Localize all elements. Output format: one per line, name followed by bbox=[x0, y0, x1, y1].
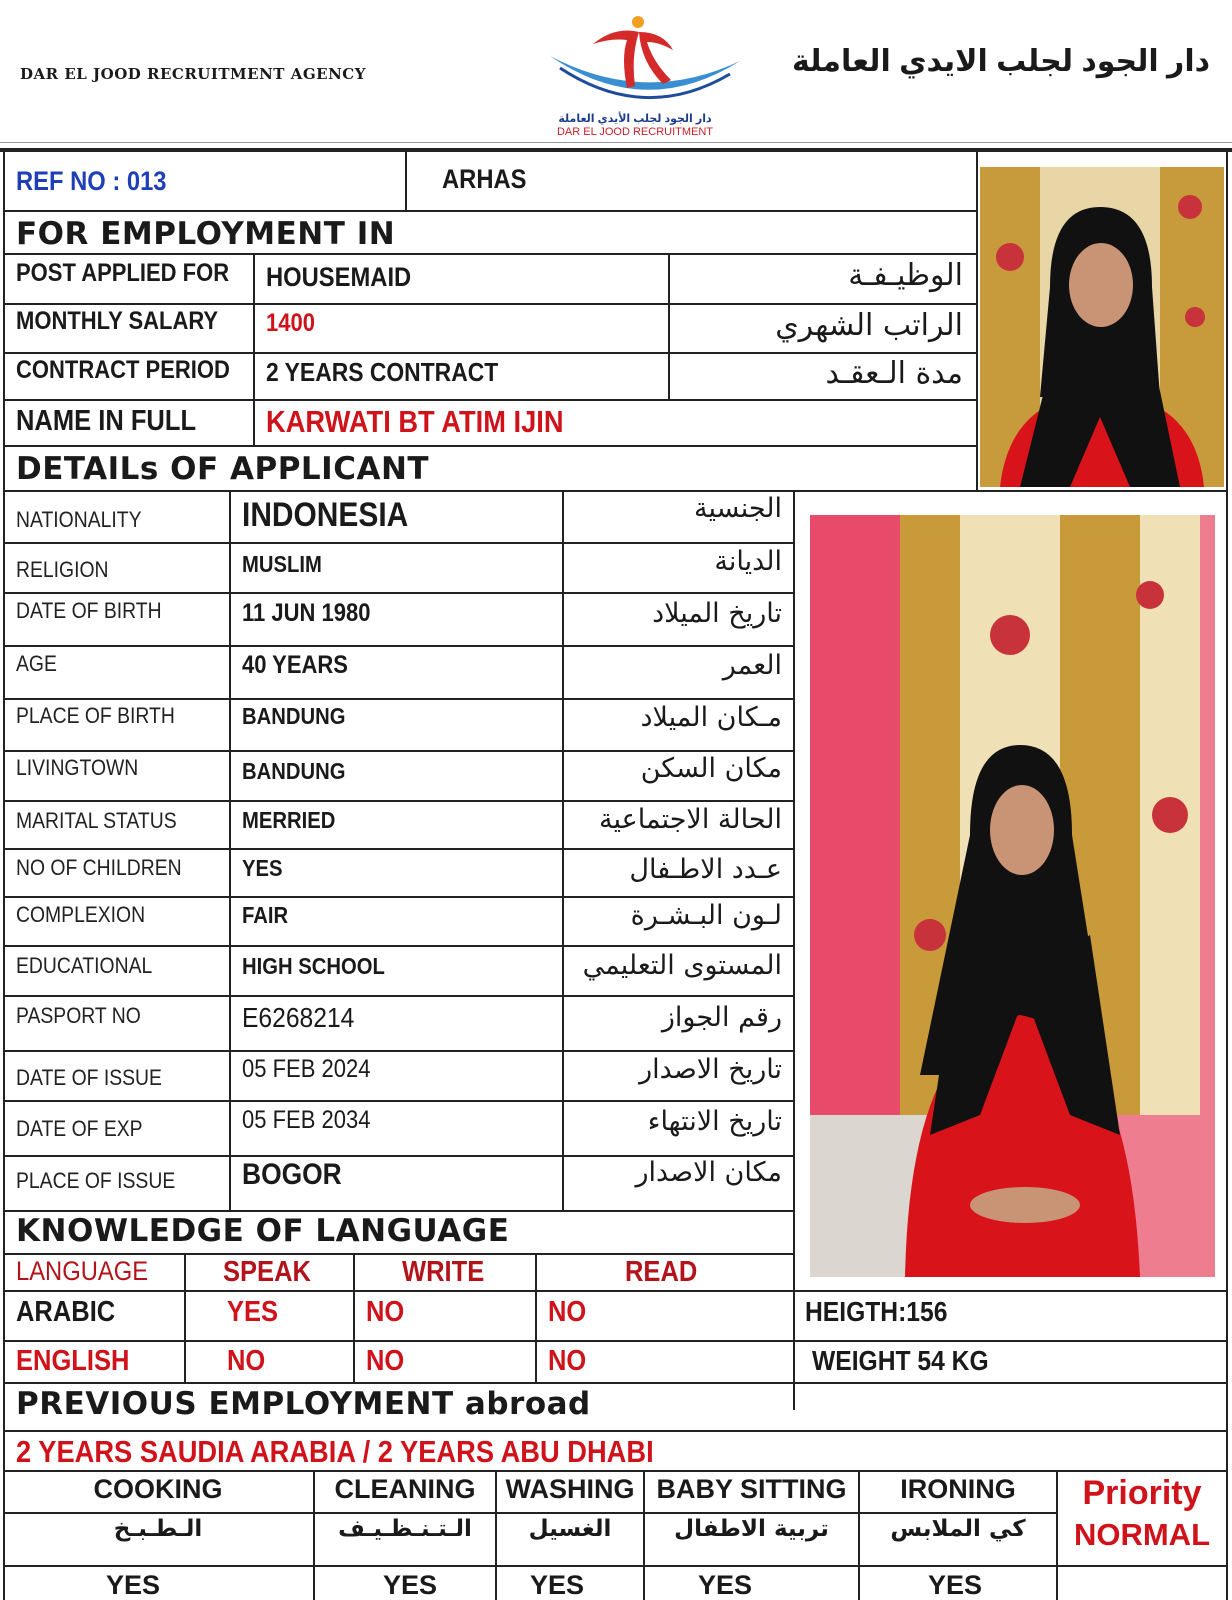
lang-header-language: LANGUAGE bbox=[16, 1256, 149, 1286]
contract-label-ar: مدة الـعقـد bbox=[825, 356, 963, 391]
logo-caption-ar: دار الجود لجلب الأيدي العاملة bbox=[558, 113, 712, 125]
detail-label: DATE OF BIRTH bbox=[16, 598, 162, 623]
applicant-photo-small bbox=[980, 167, 1224, 487]
detail-label-ar: الديانة bbox=[714, 546, 782, 577]
language-title: KNOWLEDGE OF LANGUAGE bbox=[16, 1213, 510, 1249]
skill-cooking: COOKING bbox=[93, 1474, 223, 1504]
salary-value: 1400 bbox=[266, 309, 315, 337]
skill-baby-sitting: BABY SITTING bbox=[656, 1474, 847, 1504]
previous-employment-value: 2 YEARS SAUDIA ARABIA / 2 YEARS ABU DHABI bbox=[16, 1434, 654, 1469]
detail-label: EDUCATIONAL bbox=[16, 953, 153, 978]
detail-label: NO OF CHILDREN bbox=[16, 855, 182, 880]
lang-english-read: NO bbox=[548, 1345, 587, 1377]
detail-label: DATE OF ISSUE bbox=[16, 1065, 162, 1090]
detail-value: INDONESIA bbox=[242, 496, 409, 534]
detail-label-ar: المستوى التعليمي bbox=[582, 950, 782, 981]
detail-value: 40 YEARS bbox=[242, 651, 348, 679]
skill-baby-sitting-value: YES bbox=[697, 1570, 753, 1600]
contract-label: CONTRACT PERIOD bbox=[16, 356, 230, 384]
detail-label-ar: مـكان الميلاد bbox=[640, 702, 782, 733]
lang-arabic: ARABIC bbox=[16, 1296, 116, 1328]
detail-label-ar: الحالة الاجتماعية bbox=[599, 804, 782, 835]
detail-label: AGE bbox=[16, 651, 57, 676]
for-employment-title: FOR EMPLOYMENT IN bbox=[16, 216, 396, 252]
lang-header-read: READ bbox=[625, 1256, 698, 1288]
detail-label-ar: تاريخ الاصدار bbox=[639, 1054, 782, 1085]
lang-header-write: WRITE bbox=[402, 1256, 485, 1288]
post-label-ar: الوظيـفـة bbox=[848, 258, 963, 293]
skill-ironing-ar: كي الملابس bbox=[890, 1516, 1026, 1542]
detail-value: BANDUNG bbox=[242, 758, 346, 784]
lang-english-speak: NO bbox=[227, 1345, 266, 1377]
agency-name-ar: دار الجود لجلب الايدي العاملة bbox=[791, 45, 1210, 78]
skill-washing-ar: الغسيل bbox=[528, 1516, 612, 1542]
skill-washing-value: YES bbox=[529, 1570, 585, 1600]
detail-label: PASPORT NO bbox=[16, 1003, 141, 1028]
detail-value: E6268214 bbox=[242, 1002, 355, 1033]
name-value: KARWATI BT ATIM IJIN bbox=[266, 404, 564, 439]
skill-washing: WASHING bbox=[505, 1474, 635, 1504]
contract-value: 2 YEARS CONTRACT bbox=[266, 357, 499, 387]
lang-english-write: NO bbox=[366, 1345, 405, 1377]
skill-cooking-value: YES bbox=[105, 1570, 161, 1600]
ref-number: REF NO : 013 bbox=[16, 166, 167, 196]
detail-value: FAIR bbox=[242, 902, 289, 928]
lang-header-speak: SPEAK bbox=[223, 1256, 311, 1288]
post-value: HOUSEMAID bbox=[266, 262, 412, 292]
height-value: HEIGTH:156 bbox=[805, 1296, 948, 1327]
skill-ironing: IRONING bbox=[900, 1474, 1016, 1504]
detail-value: 05 FEB 2034 bbox=[242, 1106, 371, 1134]
detail-label: PLACE OF BIRTH bbox=[16, 703, 175, 728]
detail-label: NATIONALITY bbox=[16, 507, 142, 532]
skill-cooking-ar: الـطـبـخ bbox=[113, 1516, 203, 1542]
detail-label: COMPLEXION bbox=[16, 902, 146, 927]
detail-label-ar: رقم الجواز bbox=[661, 1002, 782, 1033]
detail-label: MARITAL STATUS bbox=[16, 808, 177, 833]
post-label: POST APPLIED FOR bbox=[16, 259, 230, 287]
skill-baby-sitting-ar: تربية الاطفال bbox=[674, 1516, 829, 1542]
detail-label-ar: تاريخ الانتهاء bbox=[647, 1106, 782, 1137]
detail-value: HIGH SCHOOL bbox=[242, 953, 385, 979]
details-title: DETAILs OF APPLICANT bbox=[16, 451, 430, 487]
skill-ironing-value: YES bbox=[927, 1570, 983, 1600]
priority-label: Priority bbox=[1082, 1474, 1202, 1512]
previous-employment-title: PREVIOUS EMPLOYMENT abroad bbox=[16, 1386, 591, 1422]
detail-label-ar: مكان الاصدار bbox=[635, 1157, 782, 1188]
detail-value: 11 JUN 1980 bbox=[242, 599, 371, 627]
priority-value: NORMAL bbox=[1073, 1517, 1211, 1552]
agent-code: ARHAS bbox=[442, 164, 527, 194]
detail-value: BOGOR bbox=[242, 1158, 342, 1191]
detail-value: YES bbox=[242, 855, 283, 881]
skill-cleaning-ar: الـتـنـظـيـف bbox=[338, 1516, 472, 1542]
detail-value: MUSLIM bbox=[242, 551, 322, 577]
applicant-photo-large bbox=[810, 515, 1215, 1277]
agency-name-en: DAR EL JOOD RECRUITMENT AGENCY bbox=[20, 65, 366, 83]
salary-label-ar: الراتب الشهري bbox=[775, 308, 963, 343]
skill-cleaning: CLEANING bbox=[334, 1474, 476, 1504]
lang-arabic-write: NO bbox=[366, 1296, 405, 1328]
detail-value: BANDUNG bbox=[242, 703, 346, 729]
detail-value: MERRIED bbox=[242, 807, 336, 833]
salary-label: MONTHLY SALARY bbox=[16, 307, 219, 335]
lang-english: ENGLISH bbox=[16, 1345, 130, 1377]
detail-value: 05 FEB 2024 bbox=[242, 1055, 371, 1083]
detail-label-ar: تاريخ الميلاد bbox=[652, 598, 782, 629]
detail-label: PLACE OF ISSUE bbox=[16, 1168, 176, 1193]
detail-label-ar: عـدد الاطـفال bbox=[629, 854, 782, 885]
detail-label-ar: لـون البـشـرة bbox=[630, 900, 782, 931]
detail-label-ar: العمر bbox=[722, 650, 782, 681]
detail-label: DATE OF EXP bbox=[16, 1116, 143, 1141]
detail-label-ar: الجنسية bbox=[693, 493, 782, 524]
detail-label-ar: مكان السكن bbox=[640, 753, 782, 784]
lang-arabic-read: NO bbox=[548, 1296, 587, 1328]
skill-cleaning-value: YES bbox=[382, 1570, 438, 1600]
logo-caption-en: DAR EL JOOD RECRUITMENT bbox=[556, 126, 714, 138]
lang-arabic-speak: YES bbox=[227, 1296, 279, 1328]
detail-label: LIVINGTOWN bbox=[16, 755, 139, 780]
name-label: NAME IN FULL bbox=[16, 405, 197, 437]
weight-value: WEIGHT 54 KG bbox=[812, 1345, 989, 1376]
detail-label: RELIGION bbox=[16, 557, 109, 582]
